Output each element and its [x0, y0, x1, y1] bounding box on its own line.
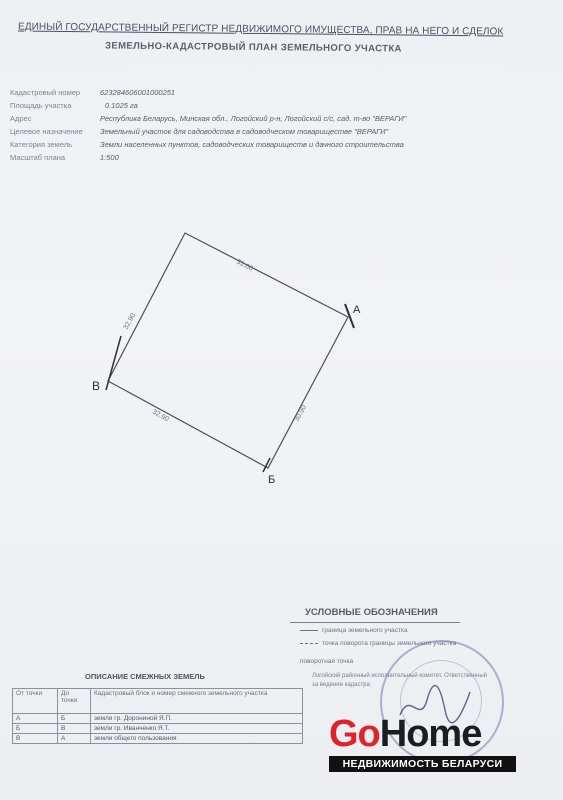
point-a-label: A: [353, 304, 361, 316]
gohome-watermark: [329, 712, 519, 772]
adjacent-lands-table: [12, 688, 303, 744]
row-block: земли гр. Дорониной Я.П.: [91, 714, 303, 724]
address-value: Республика Беларусь, Минская обл., Логойский р-н, Логойский с/с, сад. т-во "ВЕРАГИ": [100, 114, 407, 123]
row-to: А: [58, 734, 91, 744]
legend-divider: [290, 622, 460, 623]
cadastral-row: [10, 88, 430, 101]
cadastral-value: 623284606001000251: [100, 88, 176, 97]
scale-label: Масштаб плана: [10, 153, 66, 162]
legend-item-boundary: [300, 627, 407, 634]
legend-item-pivot-label: поворотная точка: [300, 658, 354, 665]
scale-value: 1:500: [100, 153, 119, 162]
table-header-row: [13, 689, 303, 714]
parcel-plan: [0, 200, 563, 500]
area-value: 0.1025 га: [105, 101, 138, 110]
turn-point-icon: [300, 643, 318, 644]
purpose-row: [10, 127, 430, 140]
side-bottom-label: 32.90: [151, 408, 170, 424]
scale-row: [10, 153, 430, 166]
brand-tagline: НЕДВИЖИМОСТЬ БЕЛАРУСИ: [329, 756, 516, 772]
row-from: В: [13, 734, 58, 744]
row-to: В: [58, 724, 91, 734]
table-row: [13, 714, 303, 724]
row-to: Б: [58, 714, 91, 724]
point-v-marker: [106, 336, 121, 390]
registry-header: ЕДИНЫЙ ГОСУДАРСТВЕННЫЙ РЕГИСТР НЕДВИЖИМОГО ИМУЩЕСТВА, ПРАВ НА НЕГО И СДЕЛОК: [17, 21, 504, 38]
side-top-label: 31.00: [235, 258, 254, 273]
category-value: Земли населенных пунктов, садоводческих товариществ и дачного строительства: [100, 140, 404, 149]
address-label: Адрес: [10, 114, 32, 123]
address-row: [10, 114, 430, 127]
row-from: Б: [13, 724, 58, 734]
brand-home: Home: [379, 713, 482, 755]
row-block: земли гр. Иванченко Я.Т.: [91, 724, 303, 734]
side-right-label: 30.90: [293, 404, 308, 423]
cadastral-label: Кадастровый номер: [10, 88, 81, 97]
legend-item-pivot: [300, 658, 353, 665]
table-row: [13, 734, 303, 744]
col-block-header: Кадастровый блок и номер смежного земельного участка: [91, 689, 303, 714]
legend-item-turn-point-label: точка поворота границы земельного участка: [322, 640, 457, 647]
side-left-label: 32.90: [122, 312, 138, 331]
brand-logo: [329, 712, 481, 756]
purpose-value: Земельный участок для садоводства в садоводческом товариществе "ВЕРАГИ": [100, 127, 389, 136]
table-row: [13, 724, 303, 734]
adjacent-lands-title: ОПИСАНИЕ СМЕЖНЫХ ЗЕМЕЛЬ: [85, 672, 205, 681]
col-to-header: До точки: [58, 689, 91, 714]
legend-title: УСЛОВНЫЕ ОБОЗНАЧЕНИЯ: [305, 607, 438, 618]
area-label: Площадь участка: [10, 101, 72, 110]
point-v-label: В: [92, 379, 101, 393]
category-label: Категория земель: [10, 140, 73, 149]
plan-title: ЗЕМЕЛЬНО-КАДАСТРОВЫЙ ПЛАН ЗЕМЕЛЬНОГО УЧАСТКА: [104, 40, 402, 55]
brand-go: Go: [329, 713, 380, 755]
row-block: земли общего пользования: [91, 734, 303, 744]
row-from: А: [13, 714, 58, 724]
legend-item-boundary-label: граница земельного участка: [322, 627, 408, 634]
purpose-label: Целевое назначение: [10, 127, 83, 136]
parcel-metadata: [10, 88, 430, 166]
point-b-label: Б: [268, 474, 276, 486]
parcel-boundary: [108, 233, 348, 468]
authority-note: Логойский районный исполнительный комитет. Ответственный за ведение кадастра: [312, 673, 487, 688]
boundary-line-icon: [300, 630, 318, 631]
category-row: [10, 140, 430, 153]
area-row: [10, 101, 430, 114]
col-from-header: От точки: [13, 689, 58, 714]
